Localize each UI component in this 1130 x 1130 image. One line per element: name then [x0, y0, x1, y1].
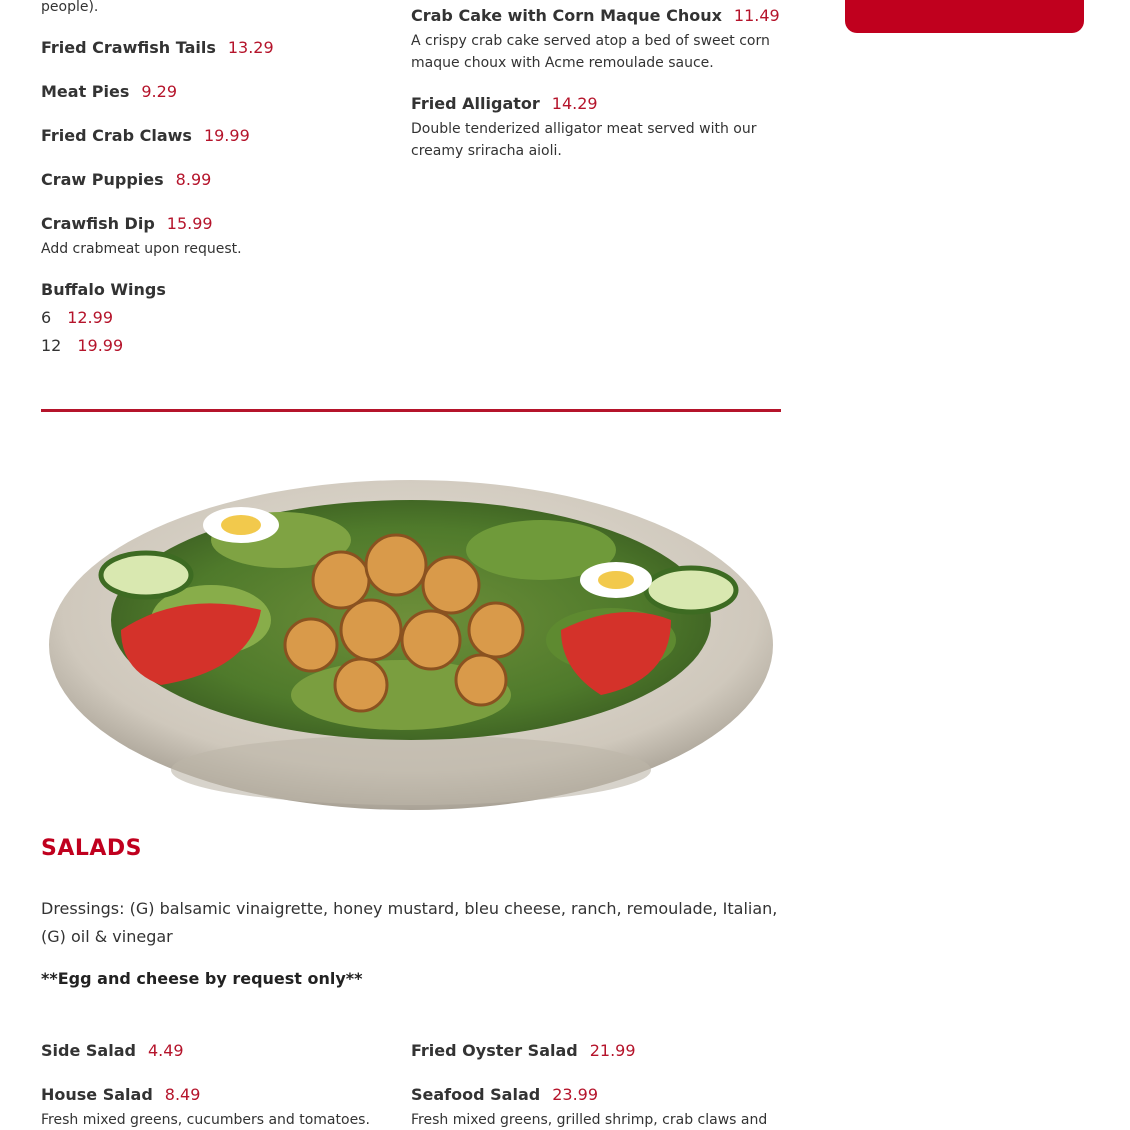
menu-item-price: 14.29 — [551, 94, 598, 113]
wings-option-12 — [41, 336, 123, 355]
menu-item-side-salad — [41, 1041, 184, 1060]
menu-item-description: A crispy crab cake served atop a bed of sweet corn maque choux with Acme remoulade sauce. — [411, 33, 770, 71]
menu-item-price: 23.99 — [552, 1085, 599, 1104]
wings-price: 12.99 — [67, 308, 113, 327]
menu-item-description: Double tenderized alligator meat served with our creamy sriracha aioli. — [411, 121, 757, 159]
menu-item-fried-crab-claws — [41, 126, 250, 145]
section-title-salads: SALADS — [41, 836, 143, 861]
menu-item-description: Add crabmeat upon request. — [41, 241, 242, 257]
menu-item-name: Fried Crawfish Tails — [41, 38, 216, 57]
menu-item-fried-crawfish-tails — [41, 38, 274, 57]
menu-item-price: 4.49 — [147, 1041, 184, 1060]
menu-item-price: 9.29 — [141, 82, 177, 101]
menu-item-price: 15.99 — [166, 214, 213, 233]
wings-price: 19.99 — [77, 336, 124, 355]
menu-item-crab-cake — [411, 6, 780, 25]
menu-item-name: Craw Puppies — [41, 170, 164, 189]
menu-item-name: Fried Alligator — [411, 94, 540, 113]
menu-item-buffalo-wings: Buffalo Wings — [41, 280, 166, 299]
menu-item-seafood-salad — [411, 1085, 598, 1104]
sidebar-red-button[interactable] — [845, 0, 1084, 33]
menu-item-name: House Salad — [41, 1085, 153, 1104]
wings-option-6 — [41, 308, 113, 327]
menu-item-fried-alligator — [411, 94, 598, 113]
menu-item-name: Fried Oyster Salad — [411, 1041, 578, 1060]
menu-item-name: Seafood Salad — [411, 1085, 541, 1104]
menu-item-price: 21.99 — [589, 1041, 636, 1060]
menu-item-name: Meat Pies — [41, 82, 130, 101]
menu-item-name: Crawfish Dip — [41, 214, 155, 233]
wings-quantity: 12 — [41, 336, 62, 355]
description-fragment: people). — [41, 0, 99, 15]
menu-item-fried-oyster-salad — [411, 1041, 636, 1060]
menu-item-price: 8.49 — [164, 1085, 201, 1104]
menu-item-house-salad — [41, 1085, 200, 1104]
menu-item-price: 8.99 — [175, 170, 212, 189]
menu-item-name: Crab Cake with Corn Maque Choux — [411, 6, 722, 25]
section-divider — [41, 409, 781, 412]
menu-item-name: Side Salad — [41, 1041, 136, 1060]
salad-bowl-image — [41, 470, 781, 815]
menu-item-price: 11.49 — [733, 6, 780, 25]
salad-dressings-text: Dressings: (G) balsamic vinaigrette, honey mustard, bleu cheese, ranch, remoulade, Italian, (G) oil & vinegar — [41, 899, 778, 946]
menu-item-craw-puppies — [41, 170, 211, 189]
menu-item-name: Fried Crab Claws — [41, 126, 192, 145]
menu-item-price: 13.29 — [227, 38, 274, 57]
menu-item-meat-pies — [41, 82, 177, 101]
wings-quantity: 6 — [41, 308, 52, 327]
menu-item-description: Fresh mixed greens, cucumbers and tomatoes. — [41, 1112, 370, 1128]
menu-item-crawfish-dip — [41, 214, 213, 233]
menu-item-price: 19.99 — [203, 126, 250, 145]
menu-item-description: Fresh mixed greens, grilled shrimp, crab claws and — [411, 1112, 768, 1128]
salad-note: **Egg and cheese by request only** — [41, 969, 363, 988]
